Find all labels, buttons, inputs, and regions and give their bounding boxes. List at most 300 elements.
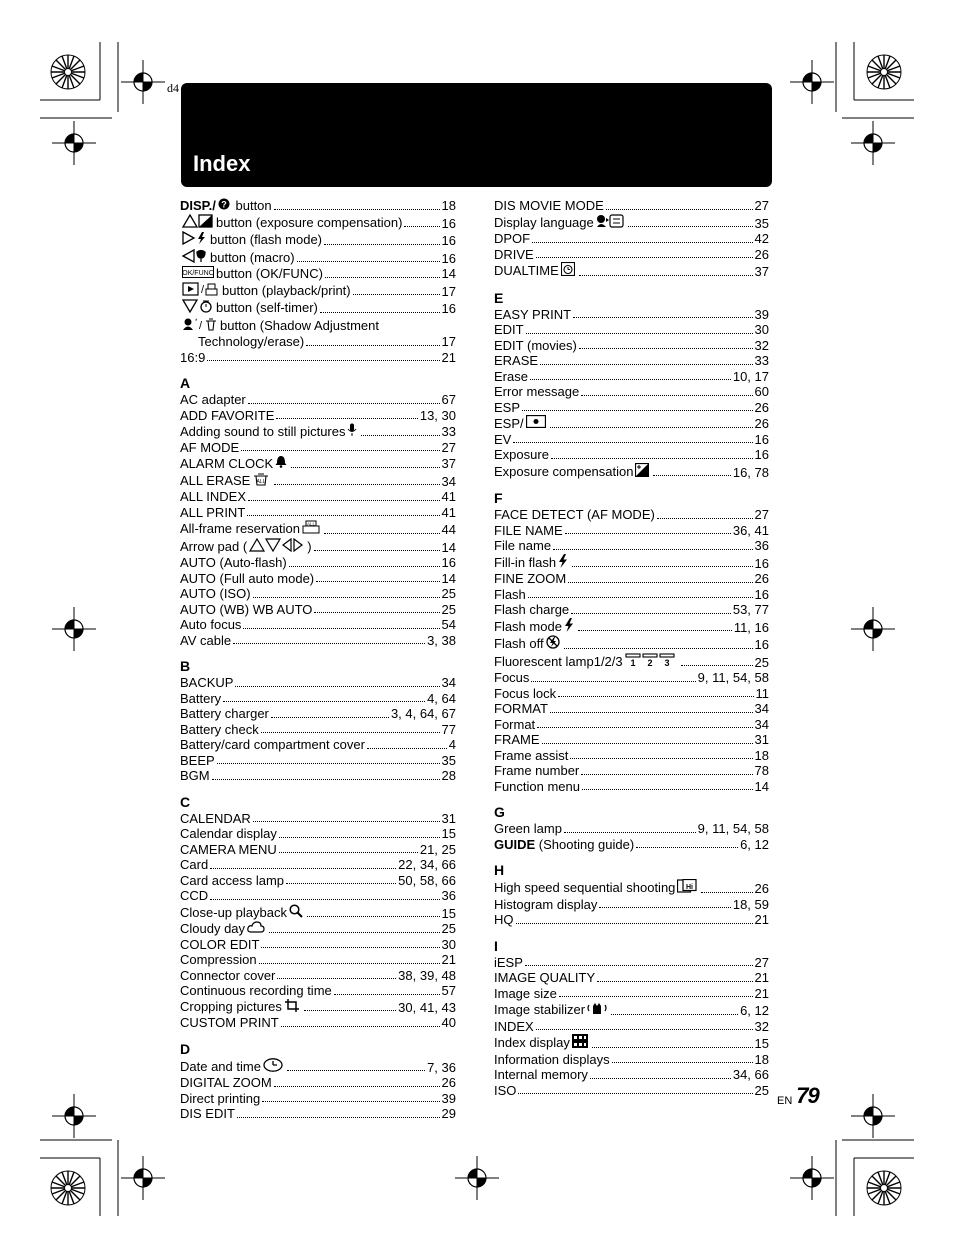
index-entry-page: 18 (754, 747, 769, 763)
index-entry (494, 400, 769, 416)
help-icon (218, 198, 230, 214)
index-entry-text: ) (307, 538, 312, 554)
index-entry-text: Cropping pictures (180, 999, 282, 1014)
leader-dots (528, 597, 753, 598)
index-entry-page: 41 (441, 489, 456, 504)
index-entry (494, 1001, 769, 1019)
index-entry-page: 18 (754, 1051, 769, 1067)
index-entry-text: FINE ZOOM (494, 571, 567, 586)
index-entry-text: 16:9 (180, 349, 206, 365)
leader-dots (259, 963, 440, 964)
leader-dots (531, 681, 695, 682)
index-entry-page: 34 (754, 701, 769, 716)
index-entry-text: BEEP (180, 752, 215, 768)
index-entry (494, 198, 769, 214)
index-entry-text: Direct printing (180, 1090, 261, 1106)
index-entry-page: 4, 64 (427, 690, 456, 706)
leader-dots (657, 518, 753, 519)
index-entry (494, 686, 769, 702)
index-entry (494, 897, 769, 913)
index-entry (180, 1091, 456, 1107)
index-entry-label (494, 732, 540, 748)
index-entry-text: DIS EDIT (180, 1106, 235, 1121)
index-entry-page: 44 (441, 522, 456, 537)
index-entry-label (494, 1034, 590, 1052)
index-entry (180, 266, 456, 282)
spot-icon (526, 415, 546, 432)
leader-dots (592, 1047, 753, 1048)
index-letter-heading: F (494, 490, 503, 506)
index-entry (180, 842, 456, 858)
index-entry-label (180, 555, 287, 571)
index-entry-label (180, 768, 210, 784)
index-entry (180, 520, 456, 538)
index-entry-page: 30 (441, 936, 456, 952)
index-entry-label (180, 231, 322, 249)
index-entry (494, 1034, 769, 1052)
index-entry-page: 57 (441, 983, 456, 998)
leader-dots (235, 686, 439, 687)
cloud-icon (247, 921, 265, 937)
index-entry-label (180, 282, 351, 300)
index-entry-page: 17 (441, 334, 456, 349)
leader-dots (564, 648, 753, 649)
index-entry-text: DIGITAL ZOOM (180, 1075, 272, 1090)
index-entry (180, 555, 456, 571)
index-entry-text: Flash charge (494, 602, 570, 617)
leader-dots (568, 582, 752, 583)
index-entry-text: ALARM CLOCK (180, 455, 274, 471)
leader-dots (550, 712, 753, 713)
index-entry-text: ALL ERASE (180, 472, 251, 488)
index-entry-label (180, 423, 359, 440)
index-entry-page: 10, 17 (732, 368, 769, 384)
index-entry-page: 36, 41 (732, 522, 769, 538)
index-entry-page: 16 (754, 586, 769, 602)
index-entry (180, 571, 456, 587)
index-entry-page: 6, 12 (740, 836, 769, 852)
svg-text:ALL: ALL (306, 521, 315, 527)
index-entry-page: 16 (754, 555, 769, 571)
index-entry-label (494, 247, 534, 263)
index-entry-page: 26 (441, 1075, 456, 1090)
index-entry-label (180, 505, 245, 521)
index-entry-text: iESP (494, 954, 523, 970)
index-entry (494, 970, 769, 986)
index-entry (180, 455, 456, 472)
index-entry-label (180, 586, 251, 602)
index-entry-text: button (OK/FUNC) (216, 266, 323, 281)
index-entry-page: 78 (754, 763, 769, 778)
leader-dots (599, 907, 731, 908)
index-entry (180, 423, 456, 440)
leader-dots (542, 743, 753, 744)
index-entry-label (180, 1015, 279, 1031)
index-entry-text: ERASE (494, 353, 539, 368)
index-entry-page: 13, 30 (419, 407, 456, 423)
index-entry (494, 955, 769, 971)
index-entry-label (494, 353, 538, 369)
index-entry-page: 37 (754, 264, 769, 279)
index-icon (572, 1034, 588, 1052)
index-entry-page: 16, 78 (732, 464, 769, 480)
leader-dots (274, 484, 439, 485)
leader-dots (558, 696, 753, 697)
index-entry (180, 633, 456, 649)
index-entry (494, 247, 769, 263)
index-entry-label (494, 338, 577, 354)
shadow-erase-icon (182, 317, 218, 335)
index-entry-page: 50, 58, 66 (398, 872, 456, 888)
leader-dots (253, 597, 440, 598)
index-entry-text: CCD (180, 888, 209, 903)
index-entry (494, 821, 769, 837)
index-entry-label (494, 748, 568, 764)
index-entry-text: High speed sequential shooting (494, 880, 676, 895)
index-entry (180, 198, 456, 214)
index-entry (180, 505, 456, 521)
index-entry (180, 350, 456, 366)
index-entry-text: Flash mode (494, 618, 562, 634)
leader-dots (279, 837, 440, 838)
index-entry-text: Exposure (494, 447, 549, 462)
index-entry-label (494, 653, 679, 671)
leader-dots (565, 533, 731, 534)
index-entry-page: 25 (754, 1082, 769, 1098)
index-entry-label (180, 952, 257, 968)
index-entry (180, 538, 456, 556)
language-code: EN (777, 1095, 793, 1107)
index-entry-page: 34 (441, 675, 456, 690)
crop-icon (284, 999, 300, 1016)
right-flash-icon (182, 231, 208, 249)
index-entry (494, 447, 769, 463)
index-entry-text: CALENDAR (180, 810, 251, 826)
index-entry-text: AUTO (WB) WB AUTO (180, 601, 313, 617)
index-entry-page: 26 (754, 246, 769, 262)
index-entry-page: 17 (441, 283, 456, 299)
index-entry-page: 16 (754, 637, 769, 652)
index-entry-text: Calendar display (180, 826, 277, 841)
leader-dots (518, 1093, 752, 1094)
index-entry-text: Display language (494, 214, 594, 230)
index-entry (494, 837, 769, 853)
index-entry-label (494, 763, 579, 779)
index-entry-label (494, 369, 528, 385)
index-entry-label (494, 507, 655, 523)
index-entry-text: ISO (494, 1082, 517, 1098)
index-entry-text: Card access lamp (180, 872, 285, 888)
index-entry-label (180, 888, 208, 904)
index-entry-text: DISP./ (180, 198, 216, 213)
index-entry-text: AF MODE (180, 439, 240, 455)
index-entry-page: 25 (441, 601, 456, 617)
leader-dots (590, 1078, 731, 1079)
index-entry-label (180, 571, 314, 587)
index-entry-label (180, 472, 272, 490)
leader-dots (513, 442, 752, 443)
index-entry-label (180, 706, 269, 722)
all-erase-icon (252, 472, 270, 490)
leader-dots (269, 932, 439, 933)
index-letter-heading: B (180, 658, 191, 674)
index-entry (180, 282, 456, 300)
zoom-icon (289, 904, 303, 922)
index-entry-page: 34, 66 (732, 1067, 769, 1082)
index-entry (180, 334, 456, 350)
index-entry-text: Continuous recording time (180, 983, 332, 998)
index-entry-page: 21 (441, 952, 456, 967)
index-entry (180, 1106, 456, 1122)
index-entry-text: AUTO (Full auto mode) (180, 570, 315, 586)
index-entry-label (180, 811, 251, 827)
leader-dots (536, 257, 753, 258)
index-entry (180, 937, 456, 953)
svg-text:1: 1 (630, 657, 636, 667)
leader-dots (553, 549, 752, 550)
index-entry (180, 392, 456, 408)
svg-text:Hi: Hi (686, 884, 694, 891)
index-entry-text: Internal memory (494, 1067, 588, 1082)
leader-dots (320, 312, 440, 313)
index-entry (494, 1083, 769, 1099)
clock-icon (263, 1058, 283, 1076)
index-entry-text: button (playback/print) (222, 282, 351, 298)
index-entry (180, 602, 456, 618)
index-entry-label (180, 1075, 272, 1091)
index-entry-page: 53, 77 (732, 602, 769, 617)
index-letter-heading: I (494, 937, 498, 954)
svg-text:ALL: ALL (256, 478, 266, 485)
leader-dots (274, 1086, 440, 1087)
index-entry-text: ALL INDEX (180, 489, 246, 504)
index-entry-page: 21 (441, 349, 456, 365)
index-entry-label (180, 737, 365, 753)
index-entry (494, 986, 769, 1002)
leader-dots (217, 763, 440, 764)
leader-dots (532, 242, 752, 243)
index-entry-label (494, 618, 576, 636)
index-entry (494, 717, 769, 733)
index-entry-text: EDIT (movies) (494, 337, 577, 353)
index-entry-label (180, 873, 284, 889)
index-entry-label (494, 1001, 609, 1019)
leader-dots (223, 701, 425, 702)
index-entry-text: Image size (494, 985, 557, 1001)
index-entry-label (494, 821, 562, 837)
dualtime-icon (561, 262, 575, 280)
index-entry-text: ALL PRINT (180, 504, 246, 520)
index-entry-label (494, 538, 551, 554)
index-letter-heading: E (494, 289, 504, 306)
index-entry (180, 675, 456, 691)
index-entry-label (180, 538, 312, 556)
index-entry-page: 11, 16 (733, 619, 769, 635)
index-entry-label (180, 1058, 285, 1076)
flash-icon (558, 554, 568, 572)
svg-text:2: 2 (647, 657, 653, 667)
index-entry-text: GUIDE (494, 836, 536, 852)
index-entry-label (494, 231, 530, 247)
index-entry-text: INDEX (494, 1018, 534, 1034)
index-entry-text: AUTO (Auto-flash) (180, 555, 287, 570)
index-entry-label (494, 686, 556, 702)
index-entry-text: Connector cover (180, 967, 276, 983)
index-entry (494, 635, 769, 653)
index-entry-text: Flash (494, 586, 526, 602)
index-entry-page: 33 (441, 424, 456, 439)
index-entry (494, 432, 769, 448)
index-entry (494, 322, 769, 338)
index-entry-text: Focus lock (494, 685, 557, 701)
index-entry-text: FRAME (494, 732, 540, 747)
index-entry-text: ESP (494, 399, 521, 415)
index-entry-page: 34 (441, 473, 456, 489)
index-entry-label (494, 912, 514, 928)
index-entry-label (494, 322, 524, 338)
index-entry-text: Arrow pad ( (180, 538, 248, 554)
leader-dots (681, 665, 753, 666)
index-entry (180, 857, 456, 873)
index-entry-label (180, 691, 221, 707)
svg-text:/: / (201, 283, 205, 296)
index-entry-text: ADD FAVORITE (180, 407, 275, 423)
index-entry-label (180, 857, 208, 873)
index-entry-page: 21 (754, 912, 769, 927)
index-letter-heading: H (494, 862, 505, 878)
index-entry-label (180, 249, 295, 267)
leader-dots (274, 209, 440, 210)
index-entry (494, 231, 769, 247)
index-entry (180, 1015, 456, 1031)
arrow-pad-icon (249, 538, 305, 556)
index-entry-page: 32 (754, 337, 769, 353)
index-entry-text: EV (494, 431, 512, 447)
index-entry (494, 779, 769, 795)
leader-dots (536, 1029, 753, 1030)
index-entry-page: 25 (441, 921, 456, 936)
index-entry-text: Image stabilizer (494, 1002, 586, 1017)
index-entry-label (180, 214, 402, 232)
leader-dots (551, 458, 753, 459)
index-entry (494, 463, 769, 481)
mic-icon (347, 423, 357, 440)
leader-dots (247, 515, 439, 516)
index-entry-page: 9, 11, 54, 58 (697, 670, 769, 685)
leader-dots (571, 613, 731, 614)
leader-dots (314, 612, 439, 613)
index-entry (494, 338, 769, 354)
index-entry-text: ESP/ (494, 415, 524, 431)
svg-text:/: / (199, 319, 203, 331)
index-entry-page: 54 (441, 617, 456, 632)
index-entry-label (494, 1083, 516, 1099)
index-entry-page: 39 (441, 1090, 456, 1106)
left-macro-icon (182, 249, 208, 267)
index-entry (180, 873, 456, 889)
index-entry-label (494, 970, 595, 986)
index-entry-label (180, 1106, 235, 1122)
index-entry-text: button (self-timer) (216, 300, 318, 315)
index-entry (494, 748, 769, 764)
index-entry-text: Exposure compensation (494, 463, 634, 479)
index-entry-page: 14 (754, 778, 769, 794)
index-entry-label (494, 1052, 610, 1068)
index-entry-label (180, 633, 231, 649)
index-entry (180, 472, 456, 490)
index-entry-text: Format (494, 716, 536, 732)
index-entry-label (180, 455, 289, 472)
index-entry-text: Card (180, 857, 209, 872)
index-entry-label (494, 198, 604, 214)
index-entry-label (180, 842, 277, 858)
index-entry-label (180, 266, 323, 282)
index-entry-page: 27 (754, 507, 769, 522)
index-header-bar (181, 83, 772, 187)
index-entry-text: Auto focus (180, 617, 242, 632)
index-entry (180, 826, 456, 842)
index-entry-page: 25 (754, 654, 769, 670)
up-exposure-icon (182, 214, 214, 232)
svg-text:3: 3 (664, 657, 670, 667)
index-entry (494, 353, 769, 369)
leader-dots (248, 403, 440, 404)
leader-dots (316, 581, 439, 582)
index-entry-label (494, 432, 511, 448)
leader-dots (636, 847, 738, 848)
leader-dots (324, 244, 440, 245)
index-entry-page: 77 (441, 721, 456, 737)
index-entry (180, 904, 456, 922)
index-entry (180, 768, 456, 784)
index-entry-label (180, 921, 267, 937)
index-entry (180, 999, 456, 1016)
index-entry-text: Fluorescent lamp1/2/3 (494, 653, 623, 669)
index-entry-text: Focus (494, 670, 530, 685)
flash-off-icon (546, 635, 560, 653)
index-entry-text: Close-up playback (180, 904, 287, 920)
leader-dots (579, 348, 753, 349)
index-entry-text: Date and time (180, 1058, 261, 1074)
index-entry-page: 31 (754, 732, 769, 747)
index-letter-heading: G (494, 804, 505, 820)
index-entry-page: 18, 59 (732, 896, 769, 912)
index-entry-label (180, 408, 274, 424)
leader-dots (606, 209, 753, 210)
index-entry (494, 763, 769, 779)
index-entry-text: Erase (494, 368, 528, 384)
leader-dots (291, 467, 439, 468)
index-entry-page: 16 (441, 215, 456, 231)
index-entry-label (494, 701, 548, 717)
index-entry (494, 415, 769, 432)
index-entry-text: Flash off (494, 636, 544, 651)
index-entry (494, 554, 769, 572)
index-entry-text: (Shooting guide) (535, 836, 635, 852)
index-entry-label (494, 400, 520, 416)
index-entry-text: Function menu (494, 778, 580, 794)
leader-dots (581, 774, 752, 775)
leader-dots (207, 360, 439, 361)
index-entry-text: Battery check (180, 721, 259, 737)
leader-dots (262, 1101, 439, 1102)
index-entry-page: 7, 36 (427, 1059, 456, 1075)
index-entry-label (494, 447, 549, 463)
index-entry-page: 14 (441, 539, 456, 555)
ok-func-icon (182, 266, 214, 282)
index-entry-page: 35 (441, 752, 456, 768)
index-entry-label (180, 904, 305, 922)
